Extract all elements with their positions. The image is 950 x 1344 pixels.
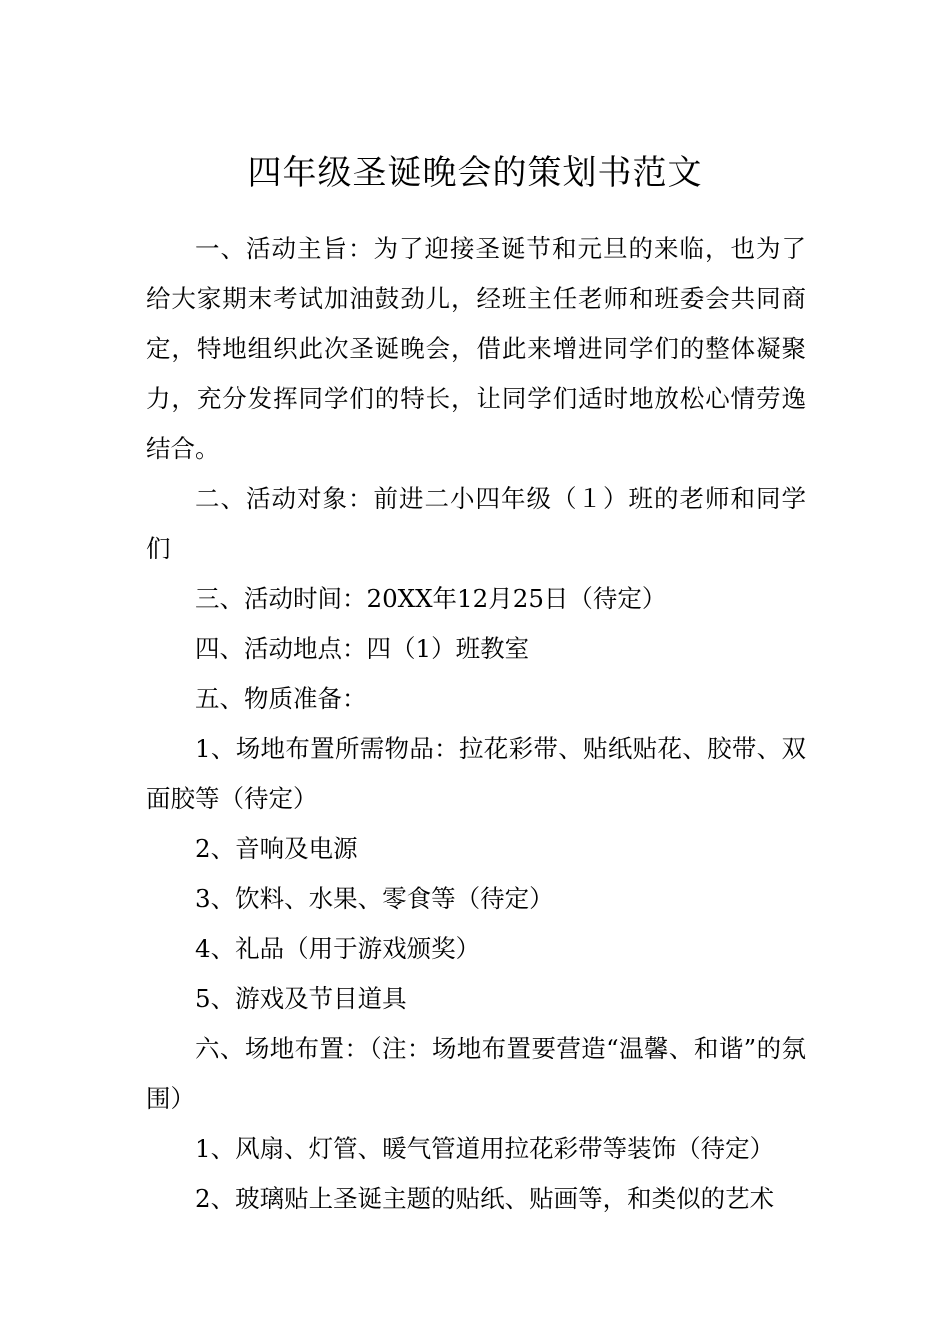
paragraph-materials-item-5: 5、游戏及节目道具 [195, 984, 407, 1013]
paragraph-materials-item-1: 1、场地布置所需物品：拉花彩带、贴纸贴花、胶带、双面胶等（待定） [146, 734, 806, 813]
paragraph-materials-item-2: 2、音响及电源 [195, 834, 358, 863]
paragraph-time: 三、活动时间：20XX年12月25日（待定） [195, 584, 667, 613]
paragraph-venue-item-1: 1、风扇、灯管、暖气管道用拉花彩带等装饰（待定） [195, 1134, 775, 1163]
paragraph-location: 四、活动地点：四（1）班教室 [195, 634, 530, 663]
paragraph-venue-item-2: 2、玻璃贴上圣诞主题的贴纸、贴画等，和类似的艺术 [195, 1184, 775, 1213]
paragraph-materials-heading: 五、物质准备： [195, 684, 367, 713]
document-body [146, 224, 806, 1224]
paragraph-purpose: 一、活动主旨：为了迎接圣诞节和元旦的来临，也为了给大家期末考试加油鼓劲儿，经班主任老师和班委会共同商定，特地组织此次圣诞晚会，借此来增进同学们的整体凝聚力，充分发挥同学们的特长，让同学们适时地放松心情劳逸结合。 [146, 234, 806, 463]
document-title: 四年级圣诞晚会的策划书范文 [247, 152, 703, 193]
paragraph-audience: 二、活动对象：前进二小四年级（１）班的老师和同学们 [146, 484, 806, 563]
paragraph-materials-item-4: 4、礼品（用于游戏颁奖） [195, 934, 481, 963]
paragraph-venue-heading: 六、场地布置：（注：场地布置要营造“温馨、和谐”的氛围） [146, 1034, 806, 1113]
paragraph-materials-item-3: 3、饮料、水果、零食等（待定） [195, 884, 554, 913]
